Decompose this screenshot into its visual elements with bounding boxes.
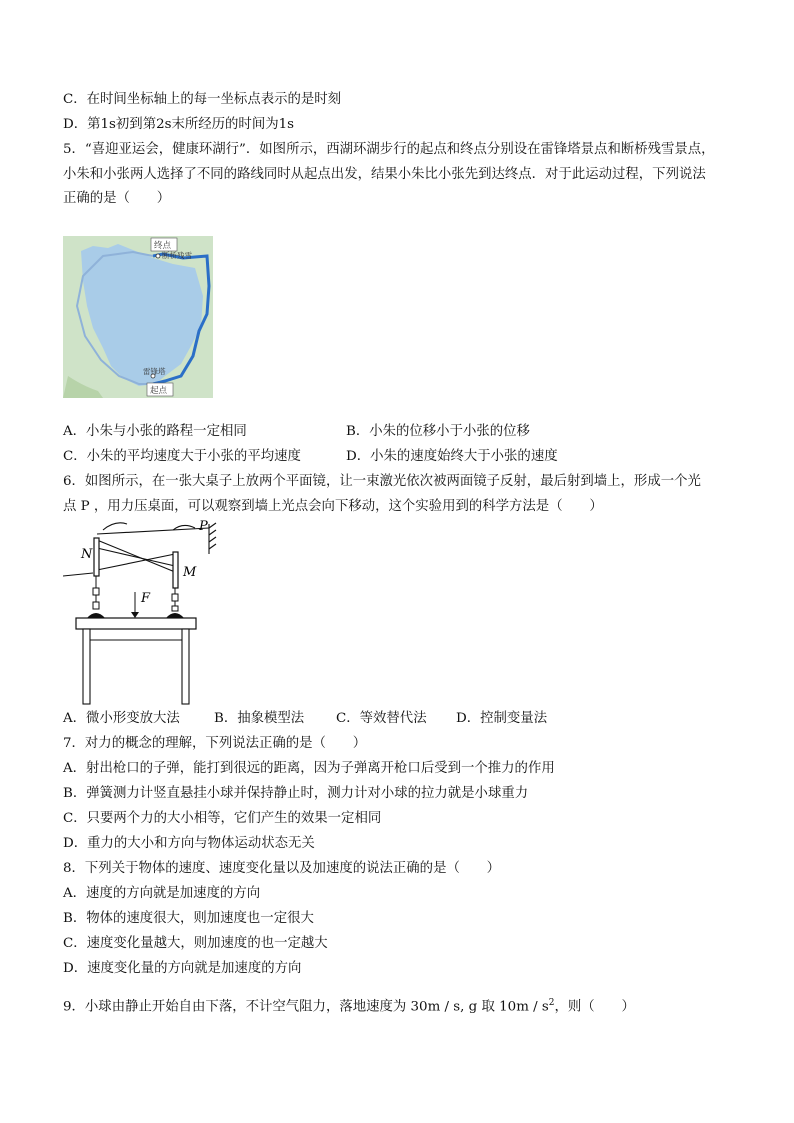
ray-to-wall [97, 528, 209, 534]
q8-option-c: C．速度变化量越大，则加速度的也一定越大 [63, 936, 328, 951]
q7-stem: 7．对力的概念的理解，下列说法正确的是（ ） [63, 736, 367, 751]
table-leg-left [83, 629, 90, 704]
end-label: 终点 [154, 241, 172, 251]
q5-option-c: C．小朱的平均速度大于小张的平均速度 [63, 449, 301, 464]
q8-option-a: A．速度的方向就是加速度的方向 [63, 886, 261, 901]
q9-stem-end: ，则（ ） [554, 999, 635, 1015]
q7-option-a: A．射出枪口的子弹，能打到很远的距离，因为子弹离开枪口后受到一个推力的作用 [63, 761, 555, 776]
q6-option-b: B．抽象模型法 [214, 711, 305, 726]
q7-option-c: C．只要两个力的大小相等，它们产生的效果一定相同 [63, 811, 382, 826]
q7-option-d: D．重力的大小和方向与物体运动状态无关 [63, 836, 315, 851]
ray-nm-mid [97, 548, 175, 566]
q6-stem-line2: 点 P ，用力压桌面，可以观察到墙上光点会向下移动，这个实验用到的科学方法是（ ） [63, 499, 603, 514]
q9-stem [63, 993, 635, 1017]
q7-option-b: B．弹簧测力计竖直悬挂小球并保持静止时，测力计对小球的拉力就是小球重力 [63, 786, 529, 801]
q4-option-d: D．第1s初到第2s末所经历的时间为1s [63, 117, 294, 132]
table-leg-right [182, 629, 189, 704]
q6-stem-line1: 6．如图所示，在一张大桌子上放两个平面镜，让一束激光依次被两面镜子反射，最后射到墙上，形成一个光 [63, 474, 701, 489]
q8-option-d: D．速度变化量的方向就是加速度的方向 [63, 961, 302, 976]
q9-exponent: 2 [548, 998, 555, 1008]
laser-in [63, 573, 93, 576]
label-p: P [199, 519, 208, 534]
q9-stem-main: 9．小球由静止开始自由下落，不计空气阻力，落地速度为 30m / s, g 取 10m / s [63, 999, 549, 1015]
q4-option-c: C．在时间坐标轴上的每一坐标点表示的是时刻 [63, 92, 342, 107]
mirror-m [173, 552, 178, 588]
q5-option-a: A．小朱与小张的路程一定相同 [63, 424, 247, 439]
broken-bridge-label: 断桥残雪 [162, 251, 192, 260]
west-lake-map [63, 236, 213, 398]
q5-option-b: B．小朱的位移小于小张的位移 [346, 424, 530, 439]
q6-option-a: A．微小形变放大法 [63, 711, 180, 726]
q6-option-d: D．控制变量法 [456, 711, 548, 726]
label-m: M [183, 565, 197, 580]
q6-option-c: C．等效替代法 [336, 711, 427, 726]
base-n [87, 613, 105, 618]
mirror-n [94, 538, 99, 576]
q5-stem-line3: 正确的是（ ） [63, 191, 171, 206]
mirror-table-diagram [63, 518, 223, 708]
label-n: N [81, 547, 93, 562]
q5-option-d: D．小朱的速度始终大于小张的速度 [346, 449, 558, 464]
q5-stem-line1: 5．“喜迎亚运会，健康环湖行”．如图所示，西湖环湖步行的起点和终点分别设在雷锋塔景点和断桥残雪景点， [63, 142, 715, 157]
table-top [76, 618, 196, 629]
rotate-arrow-n [103, 523, 127, 530]
leifeng-label: 雷锋塔 [143, 367, 166, 376]
force-arrowhead [131, 612, 139, 618]
label-f: F [141, 591, 151, 606]
q5-stem-line2: 小朱和小张两人选择了不同的路线同时从起点出发，结果小朱比小张先到达终点．对于此运动过程，下列说法 [63, 167, 706, 182]
q8-stem: 8．下列关于物体的速度、速度变化量以及加速度的说法正确的是（ ） [63, 861, 501, 876]
start-label: 起点 [150, 386, 168, 396]
q8-option-b: B．物体的速度很大，则加速度也一定很大 [63, 911, 314, 926]
base-m [166, 613, 184, 618]
end-marker [156, 254, 160, 258]
